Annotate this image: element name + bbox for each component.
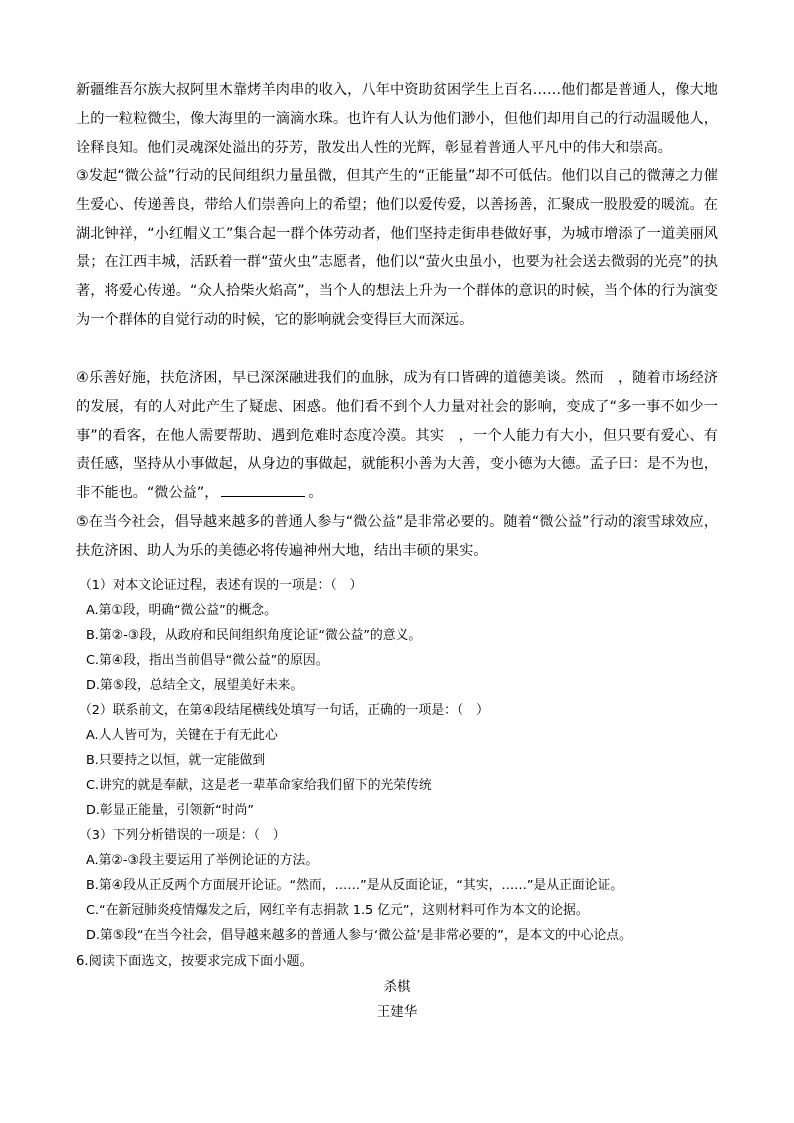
fill-in-blank-line	[221, 495, 305, 497]
question-3-option-b: B.第④段从正反两个方面展开论证。“然而，……”是从反面论证，“其实，……”是从正面论证。	[86, 878, 624, 893]
question-3-option-d: D.第⑤段“在当今社会，倡导越来越多的普通人参与‘微公益’是非常必要的”，是本文的中心论点。	[86, 928, 632, 943]
question-2-option-c: C.讲究的就是奉献，这是老一辈革命家给我们留下的光荣传统	[86, 778, 432, 793]
question-1-option-c: C.第④段，指出当前倡导“微公益”的原因。	[86, 653, 329, 668]
question-3-stem: （3）下列分析错误的一项是：（ ）	[79, 828, 286, 843]
question-3-option-a: A.第②-③段主要运用了举例论证的方法。	[86, 853, 319, 868]
article-title: 杀棋	[383, 979, 411, 995]
question-2-option-b: B.只要持之以恒，就一定能做到	[86, 753, 266, 768]
section-6-instruction: 6.阅读下面选文，按要求完成下面小题。	[76, 954, 313, 969]
article-author: 王建华	[376, 1004, 418, 1020]
paragraph-4-end: 。	[308, 485, 323, 502]
question-1-option-a: A.第①段，明确“微公益”的概念。	[86, 603, 277, 618]
question-1-stem: （1）对本文论证过程，表述有误的一项是：（ ）	[79, 578, 363, 593]
paragraph-4-text: ④乐善好施，扶危济困，早已深深融进我们的血脉，成为有口皆碑的道德美谈。然而 ，随着市场经济的发展，有的人对此产生了疑虑、困惑。他们看不到个人力量对社会的影响，变成了“多一事不如少一事”的看客，在他人需要帮助、遇到危难时态度冷漠。其实 ，一个人能力有大小，但只要有爱心、有责任感，坚持从小事做起，从身边的事做起，就能积小善为大善，变小德为大德。孟子曰：是不为也，非不能也。“微公益”，	[76, 370, 718, 502]
question-2-stem: （2）联系前文，在第④段结尾横线处填写一句话，正确的一项是：（ ）	[79, 703, 489, 718]
paragraph-4	[76, 364, 718, 508]
paragraph-5: ⑤在当今社会，倡导越来越多的普通人参与“微公益”是非常必要的。随着“微公益”行动的滚雪球效应，扶危济困、助人为乐的美德必将传遍神州大地，结出丰硕的果实。	[76, 514, 718, 559]
question-1-option-d: D.第⑤段，总结全文，展望美好未来。	[86, 678, 304, 693]
paragraph-2-continued: 新疆维吾尔族大叔阿里木靠烤羊肉串的收入，八年中资助贫困学生上百名……他们都是普通人，像大地上的一粒粒微尘，像大海里的一滴滴水珠。也许有人认为他们渺小，但他们却用自己的行动温暖他人，诠释良知。他们灵魂深处溢出的芬芳，散发出人性的光辉，彰显着普通人平凡中的伟大和崇高。	[76, 82, 718, 156]
question-3-option-c: C.“在新冠肺炎疫情爆发之后，网红辛有志捐款 1.5 亿元”，这则材料可作为本文的论据。	[86, 903, 589, 918]
paragraph-3: ③发起“微公益”行动的民间组织力量虽微，但其产生的“正能量”却不可低估。他们以自己的微薄之力催生爱心、传递善良，带给人们崇善向上的希望；他们以爱传爱，以善扬善，汇聚成一股股爱的暖流。在湖北钟祥，“小红帽义工”集合起一群个体劳动者，他们坚持走街串巷做好事，为城市增添了一道美丽风景；在江西丰城，活跃着一群“萤火虫”志愿者，他们以“萤火虫虽小，也要为社会送去微弱的光亮”的执著，将爱心传递。“众人拾柴火焰高”，当个人的想法上升为一个群体的意识的时候，当个体的行为演变为一个群体的自觉行动的时候，它的影响就会变得巨大而深远。	[76, 168, 718, 328]
question-2-option-a: A.人人皆可为，关键在于有无此心	[86, 728, 278, 743]
question-1-option-b: B.第②-③段，从政府和民间组织角度论证“微公益”的意义。	[86, 628, 422, 643]
question-2-option-d: D.彰显正能量，引领新“时尚”	[86, 803, 254, 818]
